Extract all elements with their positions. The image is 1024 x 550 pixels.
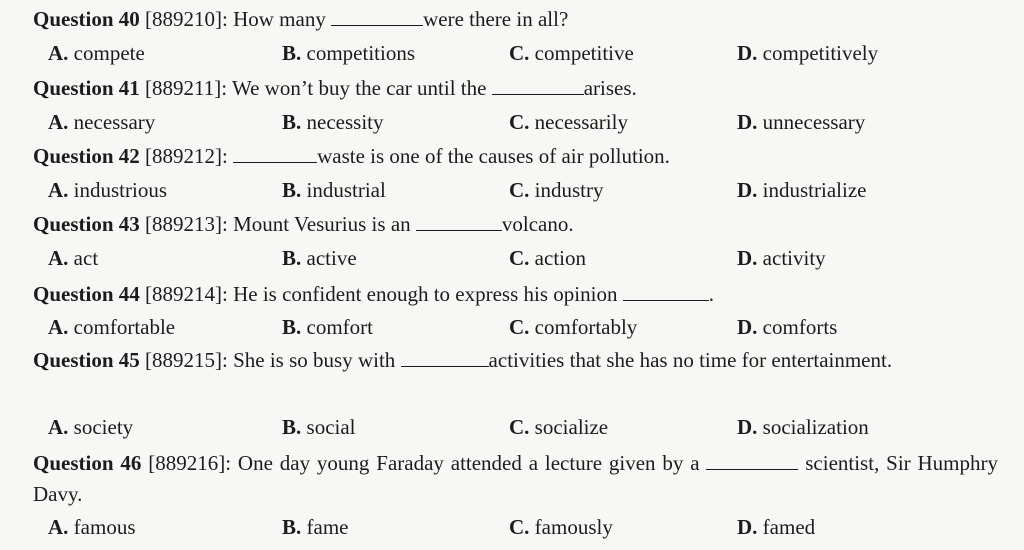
question-id: [889216] (148, 451, 226, 475)
question-id: [889214] (145, 282, 223, 306)
question-text-before: : How many (222, 7, 332, 31)
option-b (282, 415, 356, 439)
option-a (48, 110, 155, 134)
option-letter: B. (282, 110, 302, 134)
option-letter: A. (48, 41, 69, 65)
option-text: industrialize (762, 178, 867, 202)
option-b (282, 515, 349, 539)
question-number: Question 43 (33, 212, 140, 236)
option-text: activity (762, 246, 826, 270)
option-a (48, 41, 145, 65)
option-text: comfortably (534, 315, 638, 339)
option-text: comfortable (73, 315, 176, 339)
option-letter: D. (737, 515, 758, 539)
option-text: comfort (306, 315, 373, 339)
option-letter: B. (282, 178, 302, 202)
option-a (48, 178, 167, 202)
option-text: industry (534, 178, 604, 202)
question-number: Question 41 (33, 76, 140, 100)
option-a (48, 515, 136, 539)
question-45 (33, 345, 998, 376)
option-c (509, 515, 613, 539)
option-b (282, 178, 386, 202)
answer-blank (706, 454, 798, 470)
option-d (737, 415, 869, 439)
option-letter: D. (737, 178, 758, 202)
option-letter: C. (509, 415, 530, 439)
option-letter: C. (509, 315, 530, 339)
question-text-before: : Mount Vesurius is an (222, 212, 416, 236)
option-text: compete (73, 41, 145, 65)
option-letter: A. (48, 246, 69, 270)
option-letter: A. (48, 515, 69, 539)
question-text-after: were there in all? (423, 7, 569, 31)
option-letter: C. (509, 515, 530, 539)
option-text: action (534, 246, 586, 270)
option-a (48, 315, 175, 339)
option-b (282, 110, 384, 134)
option-letter: D. (737, 415, 758, 439)
option-text: necessity (306, 110, 384, 134)
question-text-after: . (708, 282, 714, 306)
option-letter: D. (737, 315, 758, 339)
question-text-before: : He is confident enough to express his opinion (222, 282, 623, 306)
answer-blank (401, 351, 489, 367)
option-c (509, 246, 586, 270)
option-text: competitive (534, 41, 634, 65)
option-b (282, 246, 357, 270)
option-b (282, 41, 415, 65)
answer-blank (233, 147, 317, 163)
question-46 (33, 448, 998, 510)
option-a (48, 246, 98, 270)
question-text-after: activities that she has no time for entertainment. (488, 348, 893, 372)
option-text: famous (73, 515, 136, 539)
option-letter: B. (282, 246, 302, 270)
option-letter: D. (737, 41, 758, 65)
question-number: Question 44 (33, 282, 140, 306)
option-letter: B. (282, 515, 302, 539)
question-text-after: volcano. (501, 212, 574, 236)
question-id: [889215] (145, 348, 223, 372)
option-letter: A. (48, 315, 69, 339)
option-text: competitions (306, 41, 416, 65)
question-id: [889211] (145, 76, 222, 100)
option-letter: D. (737, 246, 758, 270)
question-text-before: : One day young Faraday attended a lecture given by a (225, 451, 707, 475)
question-text-after: waste is one of the causes of air pollution. (317, 144, 670, 168)
option-letter: B. (282, 415, 302, 439)
option-d (737, 178, 866, 202)
option-letter: A. (48, 415, 69, 439)
question-text-before: : We won’t buy the car until the (221, 76, 492, 100)
question-40 (33, 7, 568, 31)
question-text-before: : She is so busy with (222, 348, 401, 372)
answer-blank (416, 215, 502, 231)
option-text: competitively (762, 41, 879, 65)
option-c (509, 315, 637, 339)
question-id: [889213] (145, 212, 223, 236)
option-d (737, 41, 878, 65)
option-c (509, 415, 608, 439)
option-text: socialize (534, 415, 609, 439)
question-number: Question 40 (33, 7, 140, 31)
option-c (509, 110, 628, 134)
option-d (737, 315, 837, 339)
question-text-after: arises. (583, 76, 637, 100)
question-number: Question 42 (33, 144, 140, 168)
option-text: active (306, 246, 357, 270)
option-letter: C. (509, 110, 530, 134)
option-b (282, 315, 373, 339)
option-text: industrial (306, 178, 386, 202)
question-id: [889212] (145, 144, 223, 168)
option-letter: C. (509, 41, 530, 65)
option-d (737, 515, 815, 539)
answer-blank (623, 285, 709, 301)
option-text: necessarily (534, 110, 628, 134)
question-text-after: scientist, Sir Humphry Davy. (33, 451, 999, 506)
question-43 (33, 212, 574, 236)
question-id: [889210] (145, 7, 223, 31)
option-c (509, 178, 604, 202)
option-text: necessary (73, 110, 156, 134)
option-letter: B. (282, 41, 302, 65)
option-letter: C. (509, 246, 530, 270)
option-c (509, 41, 634, 65)
option-text: social (306, 415, 356, 439)
question-41 (33, 76, 637, 100)
option-text: fame (306, 515, 349, 539)
option-a (48, 415, 133, 439)
question-44 (33, 282, 714, 306)
answer-blank (492, 79, 584, 95)
question-number: Question 46 (33, 451, 142, 475)
option-text: unnecessary (762, 110, 866, 134)
option-text: society (73, 415, 134, 439)
option-text: comforts (762, 315, 838, 339)
option-d (737, 110, 865, 134)
option-text: famed (762, 515, 816, 539)
option-text: industrious (73, 178, 168, 202)
question-number: Question 45 (33, 348, 140, 372)
answer-blank (331, 10, 423, 26)
option-letter: C. (509, 178, 530, 202)
question-text-before: : (222, 144, 234, 168)
option-letter: A. (48, 110, 69, 134)
option-letter: B. (282, 315, 302, 339)
option-text: act (73, 246, 99, 270)
option-text: famously (534, 515, 613, 539)
option-letter: D. (737, 110, 758, 134)
option-text: socialization (762, 415, 869, 439)
option-d (737, 246, 826, 270)
option-letter: A. (48, 178, 69, 202)
question-42 (33, 144, 670, 168)
